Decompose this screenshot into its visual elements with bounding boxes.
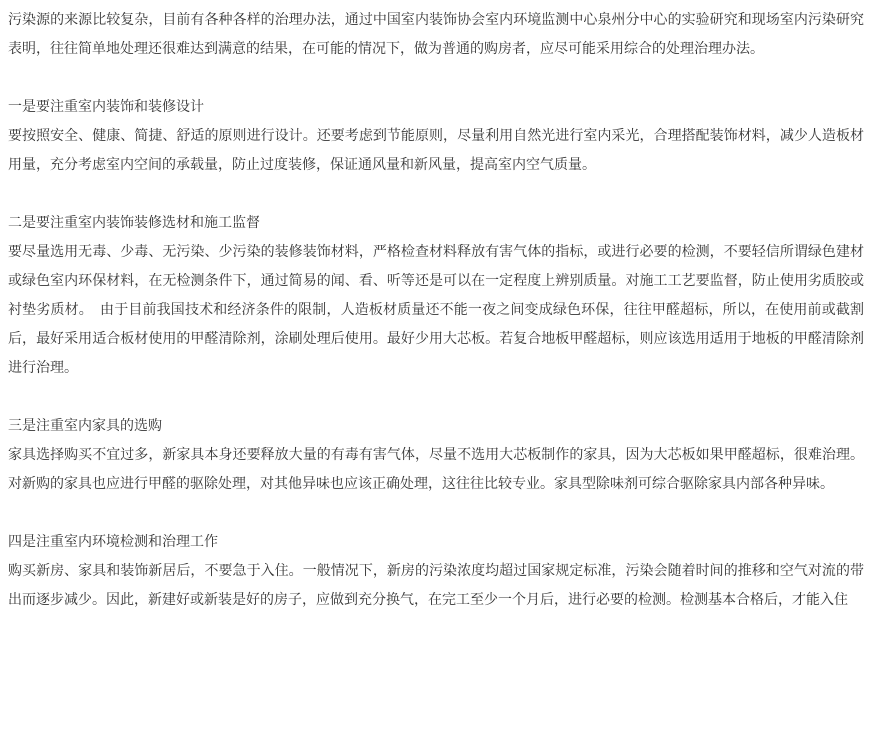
section-3-title: 三是注重室内家具的选购 — [8, 418, 162, 434]
section-2-title: 二是要注重室内装饰装修选材和施工监督 — [8, 215, 260, 231]
section-4-body: 购买新房、家具和装饰新居后，不要急于入住。一般情况下，新房的污染浓度均超过国家规定标准，污染会随着时间的推移和空气对流的带出而逐步减少。因此，新建好或新装是好的房子，应做到充分换气，在完工至少一个月后，进行必要的检测。检测基本合格后，才能入住 — [8, 563, 864, 608]
section-4-title: 四是注重室内环境检测和治理工作 — [8, 534, 218, 550]
spacer — [8, 499, 864, 528]
spacer — [8, 180, 864, 209]
spacer — [8, 383, 864, 412]
section-1-title: 一是要注重室内装饰和装修设计 — [8, 99, 204, 115]
section-3-body: 家具选择购买不宜过多，新家具本身还要释放大量的有毒有害气体，尽量不选用大芯板制作的家具，因为大芯板如果甲醛超标，很难治理。对新购的家具也应进行甲醛的驱除处理，对其他异味也应该正确处理，这往往比较专业。家具型除味剂可综合驱除家具内部各种异味。 — [8, 447, 864, 492]
section-1-body: 要按照安全、健康、简捷、舒适的原则进行设计。还要考虑到节能原则，尽量利用自然光进行室内采光，合理搭配装饰材料，减少人造板材用量，充分考虑室内空间的承载量，防止过度装修，保证通风量和新风量，提高室内空气质量。 — [8, 128, 864, 173]
intro-paragraph: 污染源的来源比较复杂，目前有各种各样的治理办法，通过中国室内装饰协会室内环境监测中心泉州分中心的实验研究和现场室内污染研究表明，往往简单地处理还很难达到满意的结果，在可能的情况下，做为普通的购房者，应尽可能采用综合的处理治理办法。 — [8, 12, 864, 57]
article — [0, 6, 872, 731]
section-2-body: 要尽量选用无毒、少毒、无污染、少污染的装修装饰材料，严格检查材料释放有害气体的指标，或进行必要的检测，不要轻信所谓绿色建材或绿色室内环保材料，在无检测条件下，通过简易的闻、看、听等还是可以在一定程度上辨别质量。对施工工艺要监督，防止使用劣质胶或衬垫劣质材。 由于目前我国技术和经济条件的限制，人造板材质量还不能一夜之间变成绿色环保，往往甲醛超标，所以，在使用前或截割后，最好采用适合板材使用的甲醛清除剂，涂刷处理后使用。最好少用大芯板。若复合地板甲醛超标，则应该选用适用于地板的甲醛清除剂进行治理。 — [8, 244, 864, 376]
spacer — [8, 64, 864, 93]
